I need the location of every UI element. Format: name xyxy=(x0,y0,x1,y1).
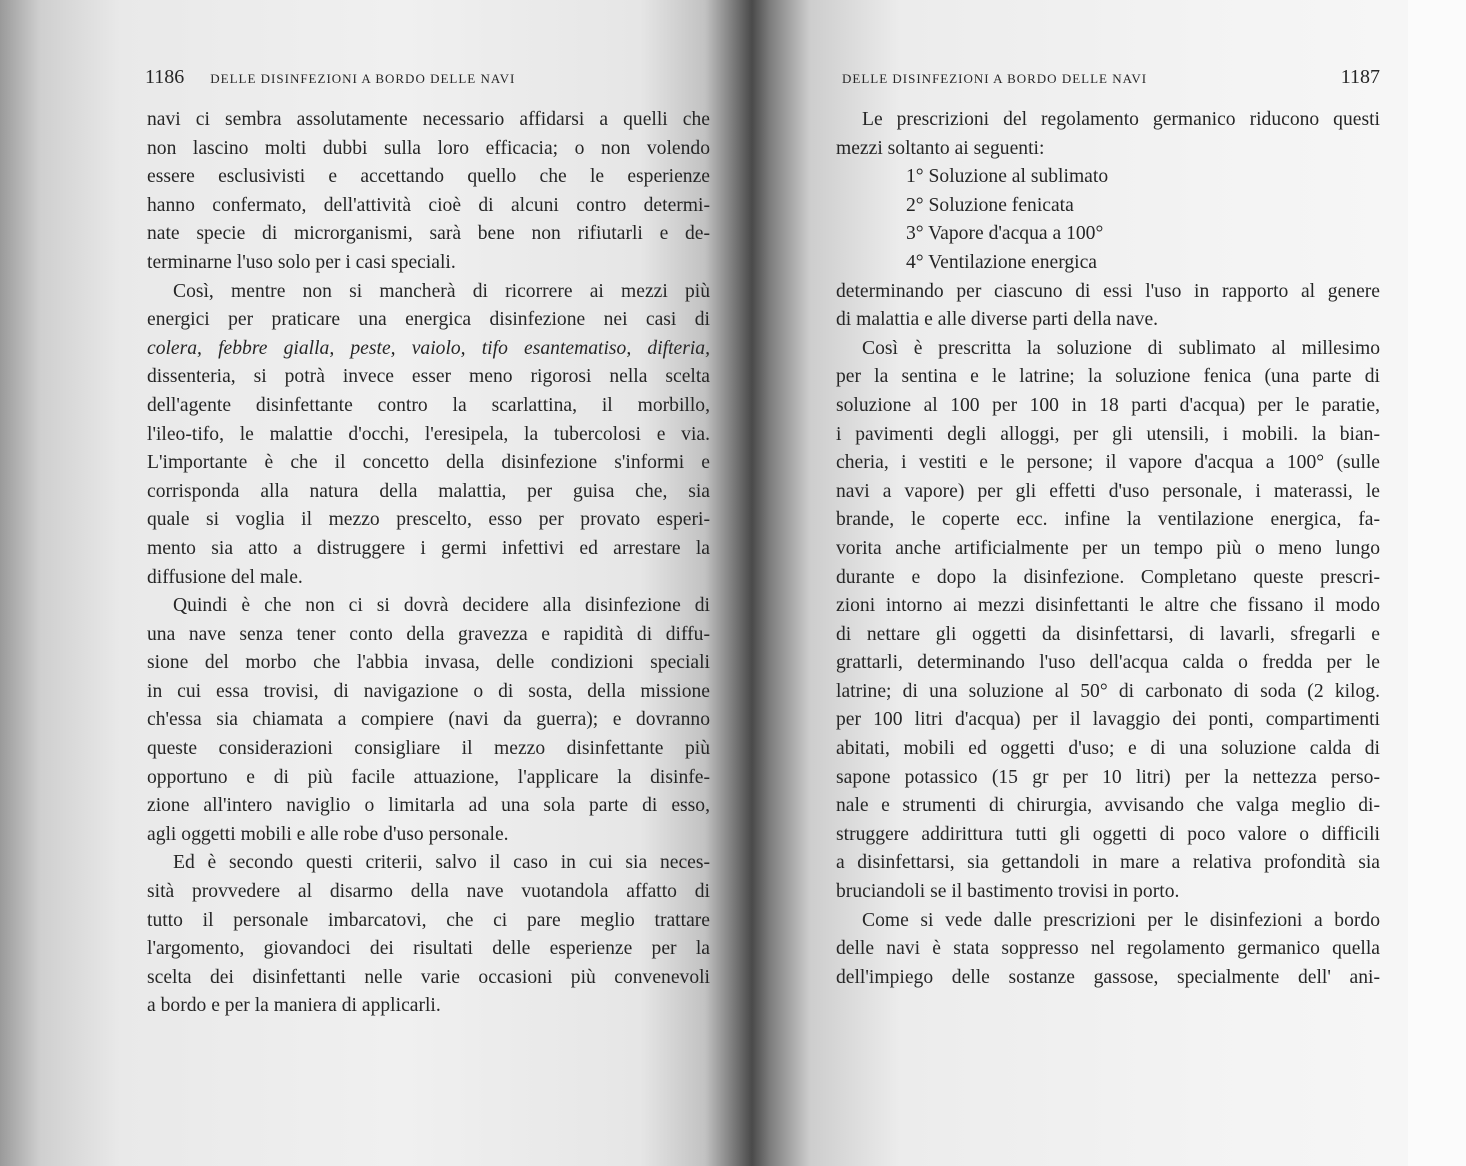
right-running-title: DELLE DISINFEZIONI A BORDO DELLE NAVI xyxy=(842,71,1148,86)
text-line: corrisponda alla natura della malattia, per guisa che, sia xyxy=(147,480,710,502)
text-line: in cui essa trovisi, di navigazione o di sosta, della missione xyxy=(147,680,710,702)
text-line: quale si voglia il mezzo prescelto, esso per provato esperi- xyxy=(147,509,710,531)
right-page xyxy=(812,66,1380,992)
text-line: dell'impiego delle sostanze gassose, specialmente dell' ani- xyxy=(836,966,1380,988)
text-line: Come si vede dalle prescrizioni per le disinfezioni a bordo xyxy=(862,909,1380,931)
text-line: Le prescrizioni del regolamento germanico riducono questi xyxy=(862,109,1380,130)
text-line: sione del morbo che l'abbia invasa, delle condizioni speciali xyxy=(147,652,710,674)
text-line: dissenteria, si potrà invece esser meno rigorosi nella scelta xyxy=(147,366,710,388)
text-line: Ed è secondo questi criterii, salvo il caso in cui sia neces- xyxy=(173,852,710,874)
list-item: 4° Ventilazione energica xyxy=(906,251,1097,273)
text-line: latrine; di una soluzione al 50° di carbonato di soda (2 kilog. xyxy=(836,680,1380,702)
right-page-number: 1187 xyxy=(1340,66,1380,88)
text-line: colera, febbre gialla, peste, vaiolo, tifo esantematiso, difteria, xyxy=(147,337,710,359)
text-line: l'argomento, giovandoci dei risultati delle esperienze per la xyxy=(147,938,710,960)
text-line: cheria, i vestiti e le persone; il vapore d'acqua a 100° (sulle xyxy=(836,452,1380,474)
text-line: soluzione al 100 per 100 in 18 parti d'acqua) per le paratie, xyxy=(836,394,1380,416)
left-page xyxy=(140,66,710,1021)
text-line: abitati, mobili ed oggetti d'uso; e di una soluzione calda di xyxy=(836,738,1380,760)
text-line: mento sia atto a distruggere i germi infettivi ed arrestare la xyxy=(147,537,710,559)
text-line: per la sentina e le latrine; la soluzione fenica (una parte di xyxy=(836,366,1380,388)
text-line: navi ci sembra assolutamente necessario affidarsi a quelli che xyxy=(147,109,710,130)
text-line: zione all'intero naviglio o limitarla ad una sola parte di esso, xyxy=(147,795,710,817)
text-line: a disinfettarsi, sia gettandoli in mare a relativa profondità sia xyxy=(836,852,1380,874)
text-line: una nave senza tener conto della gravezza e rapidità di diffu- xyxy=(147,623,710,645)
text-line: dell'agente disinfettante contro la scarlattina, il morbillo, xyxy=(147,394,710,416)
text-line: tutto il personale imbarcatovi, che ci pare meglio trattare xyxy=(147,909,710,931)
text-line: Quindi è che non ci si dovrà decidere alla disinfezione di xyxy=(173,595,710,617)
text-line: di malattia e alle diverse parti della nave. xyxy=(836,309,1159,331)
page-edge xyxy=(1408,0,1466,1166)
text-line: hanno confermato, dell'attività cioè di alcuni contro determi- xyxy=(147,194,710,216)
text-line: opportuno e di più facile attuazione, l'applicare la disinfe- xyxy=(147,766,710,788)
text-line: sapone potassico (15 gr per 10 litri) per la nettezza perso- xyxy=(836,766,1380,788)
text-line: queste considerazioni consigliare il mezzo disinfettante più xyxy=(147,738,710,760)
left-running-title: DELLE DISINFEZIONI A BORDO DELLE NAVI xyxy=(210,71,516,86)
text-line: brande, le coperte ecc. infine la ventilazione energica, fa- xyxy=(836,509,1380,531)
text-line: durante e dopo la disinfezione. Completano queste prescri- xyxy=(836,566,1380,588)
text-line: bruciandoli se il bastimento trovisi in porto. xyxy=(836,881,1180,903)
text-line: scelta dei disinfettanti nelle varie occasioni più convenevoli xyxy=(147,966,710,988)
text-line: navi a vapore) per gli effetti d'uso personale, i materassi, le xyxy=(836,480,1380,502)
text-line: nate specie di microrganismi, sarà bene non rifiutarli e de- xyxy=(147,223,710,245)
text-line: Così è prescritta la soluzione di sublimato al millesimo xyxy=(862,337,1380,359)
left-page-number: 1186 xyxy=(145,66,185,88)
text-line: diffusione del male. xyxy=(147,566,303,588)
text-line: agli oggetti mobili e alle robe d'uso personale. xyxy=(147,823,509,845)
text-line: nale e strumenti di chirurgia, avvisando che valga meglio di- xyxy=(836,795,1380,817)
text-line: i pavimenti degli alloggi, per gli utensili, i mobili. la bian- xyxy=(836,423,1380,445)
text-line: essere esclusivisti e accettando quello che le esperienze xyxy=(147,166,710,188)
right-running-head xyxy=(812,66,1380,106)
text-line: di nettare gli oggetti da disinfettarsi, di lavarli, sfregarli e xyxy=(836,623,1380,645)
text-line: a bordo e per la maniera di applicarli. xyxy=(147,995,441,1017)
text-line: l'ileo-tifo, le malattie d'occhi, l'eresipela, la tubercolosi e via. xyxy=(147,423,710,445)
text-line: per 100 litri d'acqua) per il lavaggio dei ponti, compartimenti xyxy=(836,709,1380,731)
list-item: 3° Vapore d'acqua a 100° xyxy=(906,223,1104,245)
right-page-body xyxy=(836,106,1380,992)
list-item: 1° Soluzione al sublimato xyxy=(906,166,1109,188)
text-line: grattarli, determinando l'uso dell'acqua calda o fredda per le xyxy=(836,652,1380,674)
text-line: vorita anche artificialmente per un tempo più o meno lungo xyxy=(836,537,1380,559)
text-line: Così, mentre non si mancherà di ricorrere ai mezzi più xyxy=(173,280,710,302)
list-item: 2° Soluzione fenicata xyxy=(906,194,1074,216)
left-page-body xyxy=(147,106,710,1021)
text-line: ch'essa sia chiamata a compiere (navi da guerra); e dovranno xyxy=(147,709,710,731)
text-line: energici per praticare una energica disinfezione nei casi di xyxy=(147,309,710,331)
text-line: delle navi è stata soppresso nel regolamento germanico quella xyxy=(836,938,1380,960)
text-line: terminarne l'uso solo per i casi speciali. xyxy=(147,251,456,273)
left-running-head xyxy=(140,66,710,106)
text-line: non lascino molti dubbi sulla loro efficacia; o non volendo xyxy=(147,137,710,159)
text-line: struggere addirittura tutti gli oggetti di poco valore o difficili xyxy=(836,823,1380,845)
text-line: mezzi soltanto ai seguenti: xyxy=(836,137,1045,159)
text-line: L'importante è che il concetto della disinfezione s'informi e xyxy=(147,452,710,474)
text-line: sità provvedere al disarmo della nave vuotandola affatto di xyxy=(147,881,710,903)
text-line: determinando per ciascuno di essi l'uso in rapporto al genere xyxy=(836,280,1380,302)
text-line: zioni intorno ai mezzi disinfettanti le altre che fissano il modo xyxy=(836,595,1380,617)
